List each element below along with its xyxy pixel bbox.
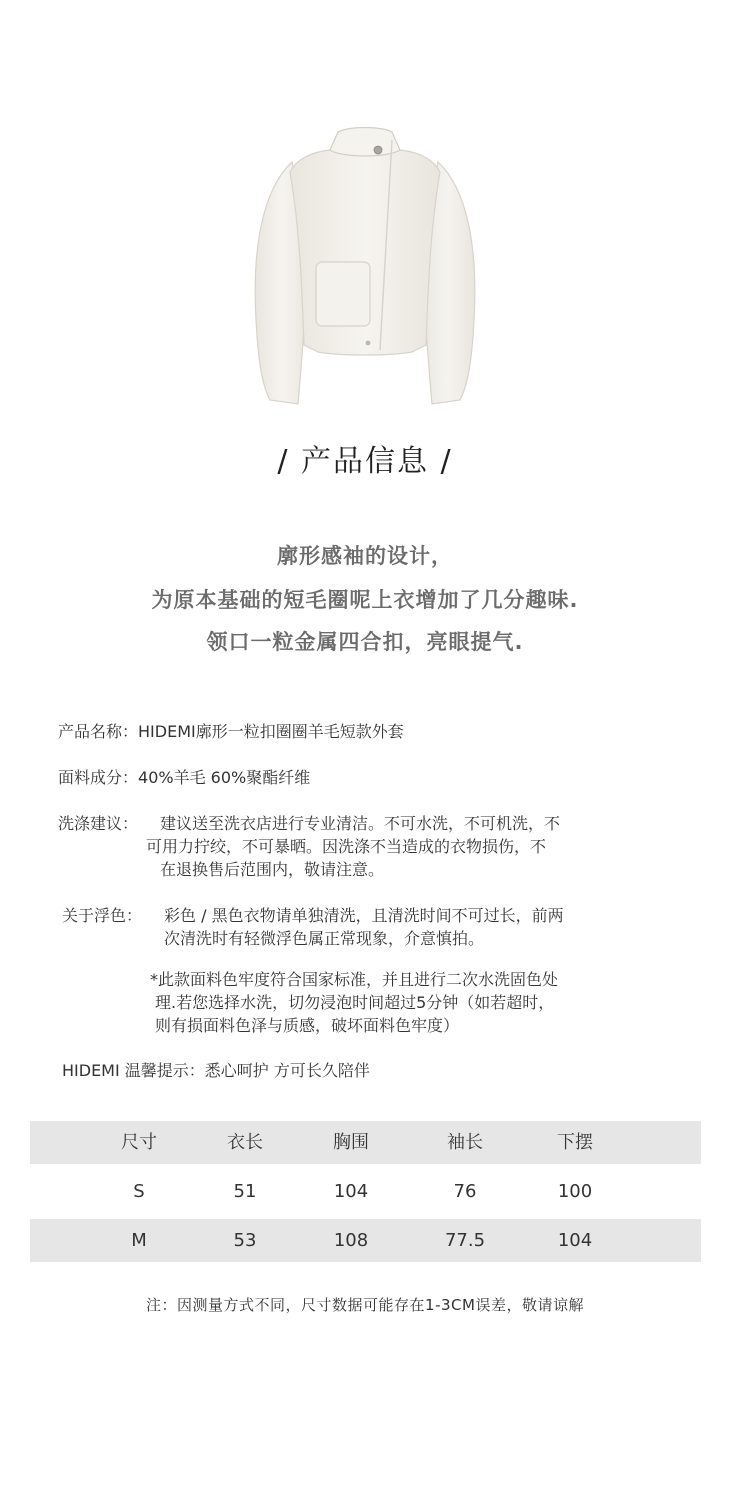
product-name <box>58 720 404 743</box>
fabric-label: 面料成分： <box>58 768 139 787</box>
cell-hem: 100 <box>557 1181 593 1202</box>
jacket-product-image <box>0 0 730 430</box>
size-table-header <box>30 1121 701 1164</box>
fastness-line-1: *此款面料色牢度符合国家标准，并且进行二次水洗固色处 <box>150 970 559 989</box>
header-hem: 下摆 <box>557 1132 593 1153</box>
cell-chest: 108 <box>333 1230 369 1251</box>
header-sleeve: 袖长 <box>447 1132 483 1153</box>
wash-line-1: 建议送至洗衣店进行专业清洁。不可水洗，不可机洗，不 <box>160 814 561 833</box>
wash-line-3: 在退换售后范围内，敬请注意。 <box>160 860 385 879</box>
header-size: 尺寸 <box>121 1132 157 1153</box>
care-tip: HIDEMI 温馨提示：悉心呵护 方可长久陪伴 <box>62 1061 370 1080</box>
cell-size: S <box>133 1181 145 1202</box>
wash-label: 洗涤建议： <box>58 814 139 833</box>
cell-sleeve: 76 <box>453 1181 477 1202</box>
cell-size: M <box>131 1230 147 1251</box>
fabric-value: 40%羊毛 60%聚酯纤维 <box>138 768 311 787</box>
fastness-line-3: 则有损面料色泽与质感，破坏面料色牢度） <box>155 1016 460 1035</box>
cell-length: 53 <box>233 1230 257 1251</box>
cell-sleeve: 77.5 <box>444 1230 486 1251</box>
size-row-m <box>30 1219 701 1262</box>
tagline-line-3: 领口一粒金属四合扣，亮眼提气. <box>206 630 524 654</box>
product-name-value: HIDEMI廓形一粒扣圈圈羊毛短款外套 <box>138 722 404 741</box>
jacket-collar <box>330 128 400 157</box>
fabric-composition <box>58 766 310 789</box>
header-chest: 胸围 <box>333 1132 369 1153</box>
wash-line-2: 可用力拧绞，不可暴晒。因洗涤不当造成的衣物损伤，不 <box>146 837 547 856</box>
section-title: / 产品信息 / <box>277 444 453 479</box>
product-name-label: 产品名称： <box>58 722 139 741</box>
metal-snap-button <box>374 146 382 154</box>
patch-pocket <box>316 262 370 326</box>
measurement-note: 注：因测量方式不同，尺寸数据可能存在1-3CM误差，敬请谅解 <box>146 1296 584 1314</box>
cell-chest: 104 <box>333 1181 369 1202</box>
size-table <box>30 1121 701 1262</box>
size-row-s <box>30 1170 701 1213</box>
fastness-line-2: 理.若您选择水洗，切勿浸泡时间超过5分钟（如若超时， <box>155 993 555 1012</box>
header-length: 衣长 <box>227 1132 263 1153</box>
tagline-line-1: 廓形感袖的设计， <box>277 544 453 568</box>
fading-label: 关于浮色： <box>62 906 143 925</box>
fading-line-2: 次清洗时有轻微浮色属正常现象，介意慎拍。 <box>164 929 485 948</box>
fading-line-1: 彩色 / 黑色衣物请单独清洗，且清洗时间不可过长，前两 <box>164 906 564 925</box>
tagline-line-2: 为原本基础的短毛圈呢上衣增加了几分趣味. <box>151 588 579 612</box>
cell-length: 51 <box>233 1181 257 1202</box>
cell-hem: 104 <box>557 1230 593 1251</box>
